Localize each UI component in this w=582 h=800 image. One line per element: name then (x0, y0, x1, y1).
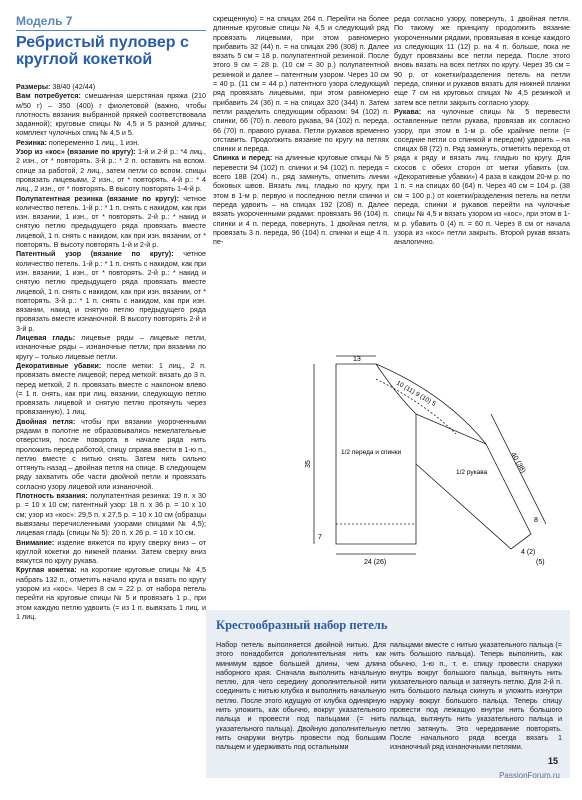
site-watermark: PassionForum.ru (499, 771, 560, 780)
box-column-2: пальцами вместе с нитью указательного пальца (= нить большого пальца). Теперь выполнить, как обычно, 1-ю п., т. е. спицу провести снаружи внутрь вокруг большого пальца, вытянуть нить указательного пальца и затянуть петлю. Для 2-й п. нить большого пальца скинуть и уложить изнутри наружу вокруг большого пальца. Теперь спицу провести под лежащую внутри нить большого пальца, вытянуть нить указательного пальца и петлю затянуть. Это чередование повторять. После начального ряда всегда вязать 1 изнаночный ряд изнаночными петлями. (390, 640, 562, 752)
paragraph: реда согласно узору, повернуть, 1 двойная петля. По такому же принципу продолжить вязание укороченными рядами, провязывая в конце каждого из следующих 11 (12) р. на 4 п. больше, пока не будут провязаны все петли переда. После этого вновь вязать на всех петлях по кругу. Через 35 см = 90 р. от кокетки/разделения петель на петли переда, спинки и рукавов вязать для нижней планки еще 7 см на круговых спицах № 4,5 резинкой и затем все петли закрыть согласно узору. (394, 14, 570, 107)
paragraph: Полупатентная резинка (вязание по кругу): четное количество петель. 1-й р.: * 1 п. снять с накидом, как при изн. вязании, 1 изн., от * повторять. 2-й р.: * накид и снятую петлю предыдущего ряда провязать вместе лицевой, 1 п. снять с накидом, как при изн. вязании, от * повторять. В высоту повторять 1-й и 2-й р. (16, 193, 206, 250)
sleeve-end-label: (5) (536, 559, 545, 566)
instructions-column-3 (394, 14, 570, 246)
model-number: Модель 7 (16, 14, 73, 28)
box-title: Крестообразный набор петель (216, 618, 388, 632)
paragraph: Рукава: на чулочные спицы № 5 перевести оставленные петли рукава, провязав их согласно узору, при этом в 1-м р. обе крайние петли (= соседние петли со спинкой и передом) удвоить – на спицах 68 (72) п. Ряд замкнуть, отметить переход от ряда к ряду и вязать лиц. гладью по кругу. Для скосов с обеих сторон от метки убавить (см. «Декоративные убавки») 4 раза в каждом 20-м р. по 1 п. = на спицах 60 (64) п. Через 40 см = 104 р. (38 см = 100 р.) от кокетки/разделения петель на петли переда, спинки и рукавов перейти на чулочные спицы № 4,5 и вязать узором из «кос», при этом в 1-м р. убавить 0 (4) п. = 60 п. Через 8 см от начала узора из «кос» петли закрыть. Второй рукав вязать аналогично. (394, 106, 570, 247)
page-number: 15 (547, 756, 558, 766)
paragraph: скрещенную) = на спицах 264 п. Перейти на более длинные круговые спицы № 4,5 и следующий ряд провязать лицевыми, при этом равномерно прибавить 32 (44) п. = на спицах 296 (308) п. Далее вязать 5 см = 18 р. полупатентной резинкой. После этого 9 см = 28 р. (10 см = 30 р.) полупатентной резинкой и далее – патентным узором. Через 10 см = 40 р. (11 см = 44 р.) патентного узора следующий ряд провязать лицевыми, при этом равномерно прибавить 24 (36) п. = на спицах 320 (344) п. Затем петли разделить следующим образом: 94 (102) п. спинки, 66 (70) п. левого рукава, 94 (102) п. переда, 66 (70) п. правого рукава. Петли рукавов временно отставить. Продолжить вязание по кругу на петлях спинки и переда. (213, 14, 389, 154)
yoke-arc-label: 10 (11) 9 (10) 5 (395, 379, 437, 408)
paragraph: Вам потребуется: смешанная шерстяная пряжа (210 м/50 г) – 350 (400) г фиолетовой (важно, чтобы плотность вязания выбранной пряжей соответствовала заданной); круговые спицы № 4,5 и 5 разной длины; комплект чулочных спиц № 4,5 и 5. (16, 91, 207, 138)
sleeve-outline (416, 414, 531, 549)
paragraph: Спинка и перед: на длинные круговые спицы № 5 перевести 94 (102) п. спинки и 94 (102) п. переда = всего 188 (204) п., ряд замкнуть, отметить линии боковых швов. Вязать лиц. гладью по кругу, при этом в 1-м р. первую и последнюю петли спинки и переда удвоить – на спицах 192 (208) п. Далее вязать укороченными рядами: провязать 96 (104) п. спинки и 4 п. переда, повернуть, 1 двойная петля, провязать 3 п. переда, 96 (104) п. спинки и еще 4 п. пе- (213, 153, 389, 247)
dim-body-label: 35 (305, 460, 312, 468)
paragraph: Размеры: 38/40 (42/44) (16, 82, 96, 91)
instructions-column-1 (16, 82, 206, 621)
paragraph: Узор из «кос» (вязание по кругу): 1-й и 2-й р.: *4 лиц., 2 изн., от * повторять. 3-й р.: * 2 п. оставить на вспом. спице за работой, 2 лиц., затем петли со вспом. спицы провязать лицевыми, 2 изн., от * повторять. 4-й р.: * 4 лиц., 2 изн., от * повторять. В высоту повторять 1-4-й р. (16, 147, 206, 194)
pattern-schematic (306, 354, 556, 584)
box-column-1: Набор петель выполняется двойной нитью. Для этого понадобится дополнительная нить как минимум вдвое большей длины, чем длина наборного края. Сначала выполнить начальную петлю, для чего середину дополнительной нити соединить с нитью клубка и выполнить начальную петлю. После этого идущую от клубка одинарную нить уложить, как обычно, вокруг указательного пальца и провести под пальцами (= нить указательного пальца). Двойную дополнительную нить снаружи внутрь провести под большим пальцем и удерживать под остальными (216, 640, 386, 752)
paragraph: Плотность вязания: полупатентная резинка: 19 п. х 30 р. = 10 х 10 см; патентный узор: 18 п. х 36 р. = 10 х 10 см; узор из «кос»: 29,5 п. х 27,5 р. = 10 х 10 см (образцы вывязаны перечисленными узорами спицами № 4,5); лицевая гладь (спицы № 5): 20 п. х 26 р. = 10 х 10 см. (16, 491, 206, 538)
paragraph: Двойная петля: чтобы при вязании укороченными рядами в полотне не образовывались нежелательные отверстия, после поворота в начале ряда нить проложить перед работой, спицу справа ввести в 1-ю п., петлю вместе с нитью снять. Затем нить сильно оттянуть назад – двойная петля на спице. В следующем ряду захватить обе части двойной петли и провязать согласно узору лицевой или изнаночной. (16, 416, 206, 491)
dim-width-label: 24 (26) (364, 559, 387, 566)
title-rule (16, 30, 206, 31)
paragraph: Декоративные убавки: после метки: 1 лиц., 2 п. провязать вместе лицевой; перед меткой: вязать до 3 п. перед меткой, 2 п. провязать вместе с наклоном влево (= 1 п. снять, как при лиц. вязании, следующую петлю провязать лицевой и снятую петлю протянуть через провязанную), 1 лиц. (16, 360, 206, 417)
sidebar-box (206, 610, 570, 778)
instructions-column-2 (213, 14, 389, 246)
dim-top-label: 13 (353, 356, 361, 363)
sleeve-cuff-label: 8 (534, 517, 538, 524)
paragraph: Внимание: изделие вяжется по кругу сверху вниз – от круглой кокетки до нижней планки. Затем сверху вниз вяжутся по кругу рукава. (16, 537, 206, 566)
sleeve-name: 1/2 рукава (456, 469, 488, 476)
magazine-page (10, 8, 570, 786)
paragraph: Резинка: попеременно 1 лиц., 1 изн. (16, 137, 140, 147)
body-name: 1/2 переда и спинки (341, 449, 402, 456)
paragraph: Патентный узор (вязание по кругу): четное количество петель. 1-й р.: * 1 п. снять с накидом, как при изн. вязании, 1 изн., от * повторять. 2-й р.: * накид и снятую петлю предыдущего ряда провязать вместе лицевой, 1 п. снять с накидом, как при изн. вязании, от * повторять. 3-й р.: * 1 п. снять с накидом, как при изн. вязании, накид и снятую петлю предыдущего ряда провязать вместе изнаночной. В высоту повторять 2-й и 3-й р. (16, 249, 206, 333)
page-title: Ребристый пуловер с круглой кокеткой (16, 34, 189, 68)
paragraph: Лицевая гладь: лицевые ряды – лицевые петли, изнаночные ряды – изнаночные петли; при вязании по кругу – только лицевые петли. (16, 333, 206, 361)
dim-rib-label: 7 (318, 534, 322, 541)
sleeve-w-label: 4 (2) (521, 549, 536, 556)
sleeve-len-label: 40 (38) (509, 451, 527, 475)
paragraph: Круглая кокетка: на короткие круговые спицы № 4,5 набрать 132 п., отметить начало круга и вязать по кругу узором из «кос». Через 8 см = 22 р. от набора петель перейти на круговые спицы № 5 и провязать 1 р., при этом каждую петлю удвоить (= из 1 п. вывязать 1 лиц. и 1 лиц. (16, 565, 206, 621)
